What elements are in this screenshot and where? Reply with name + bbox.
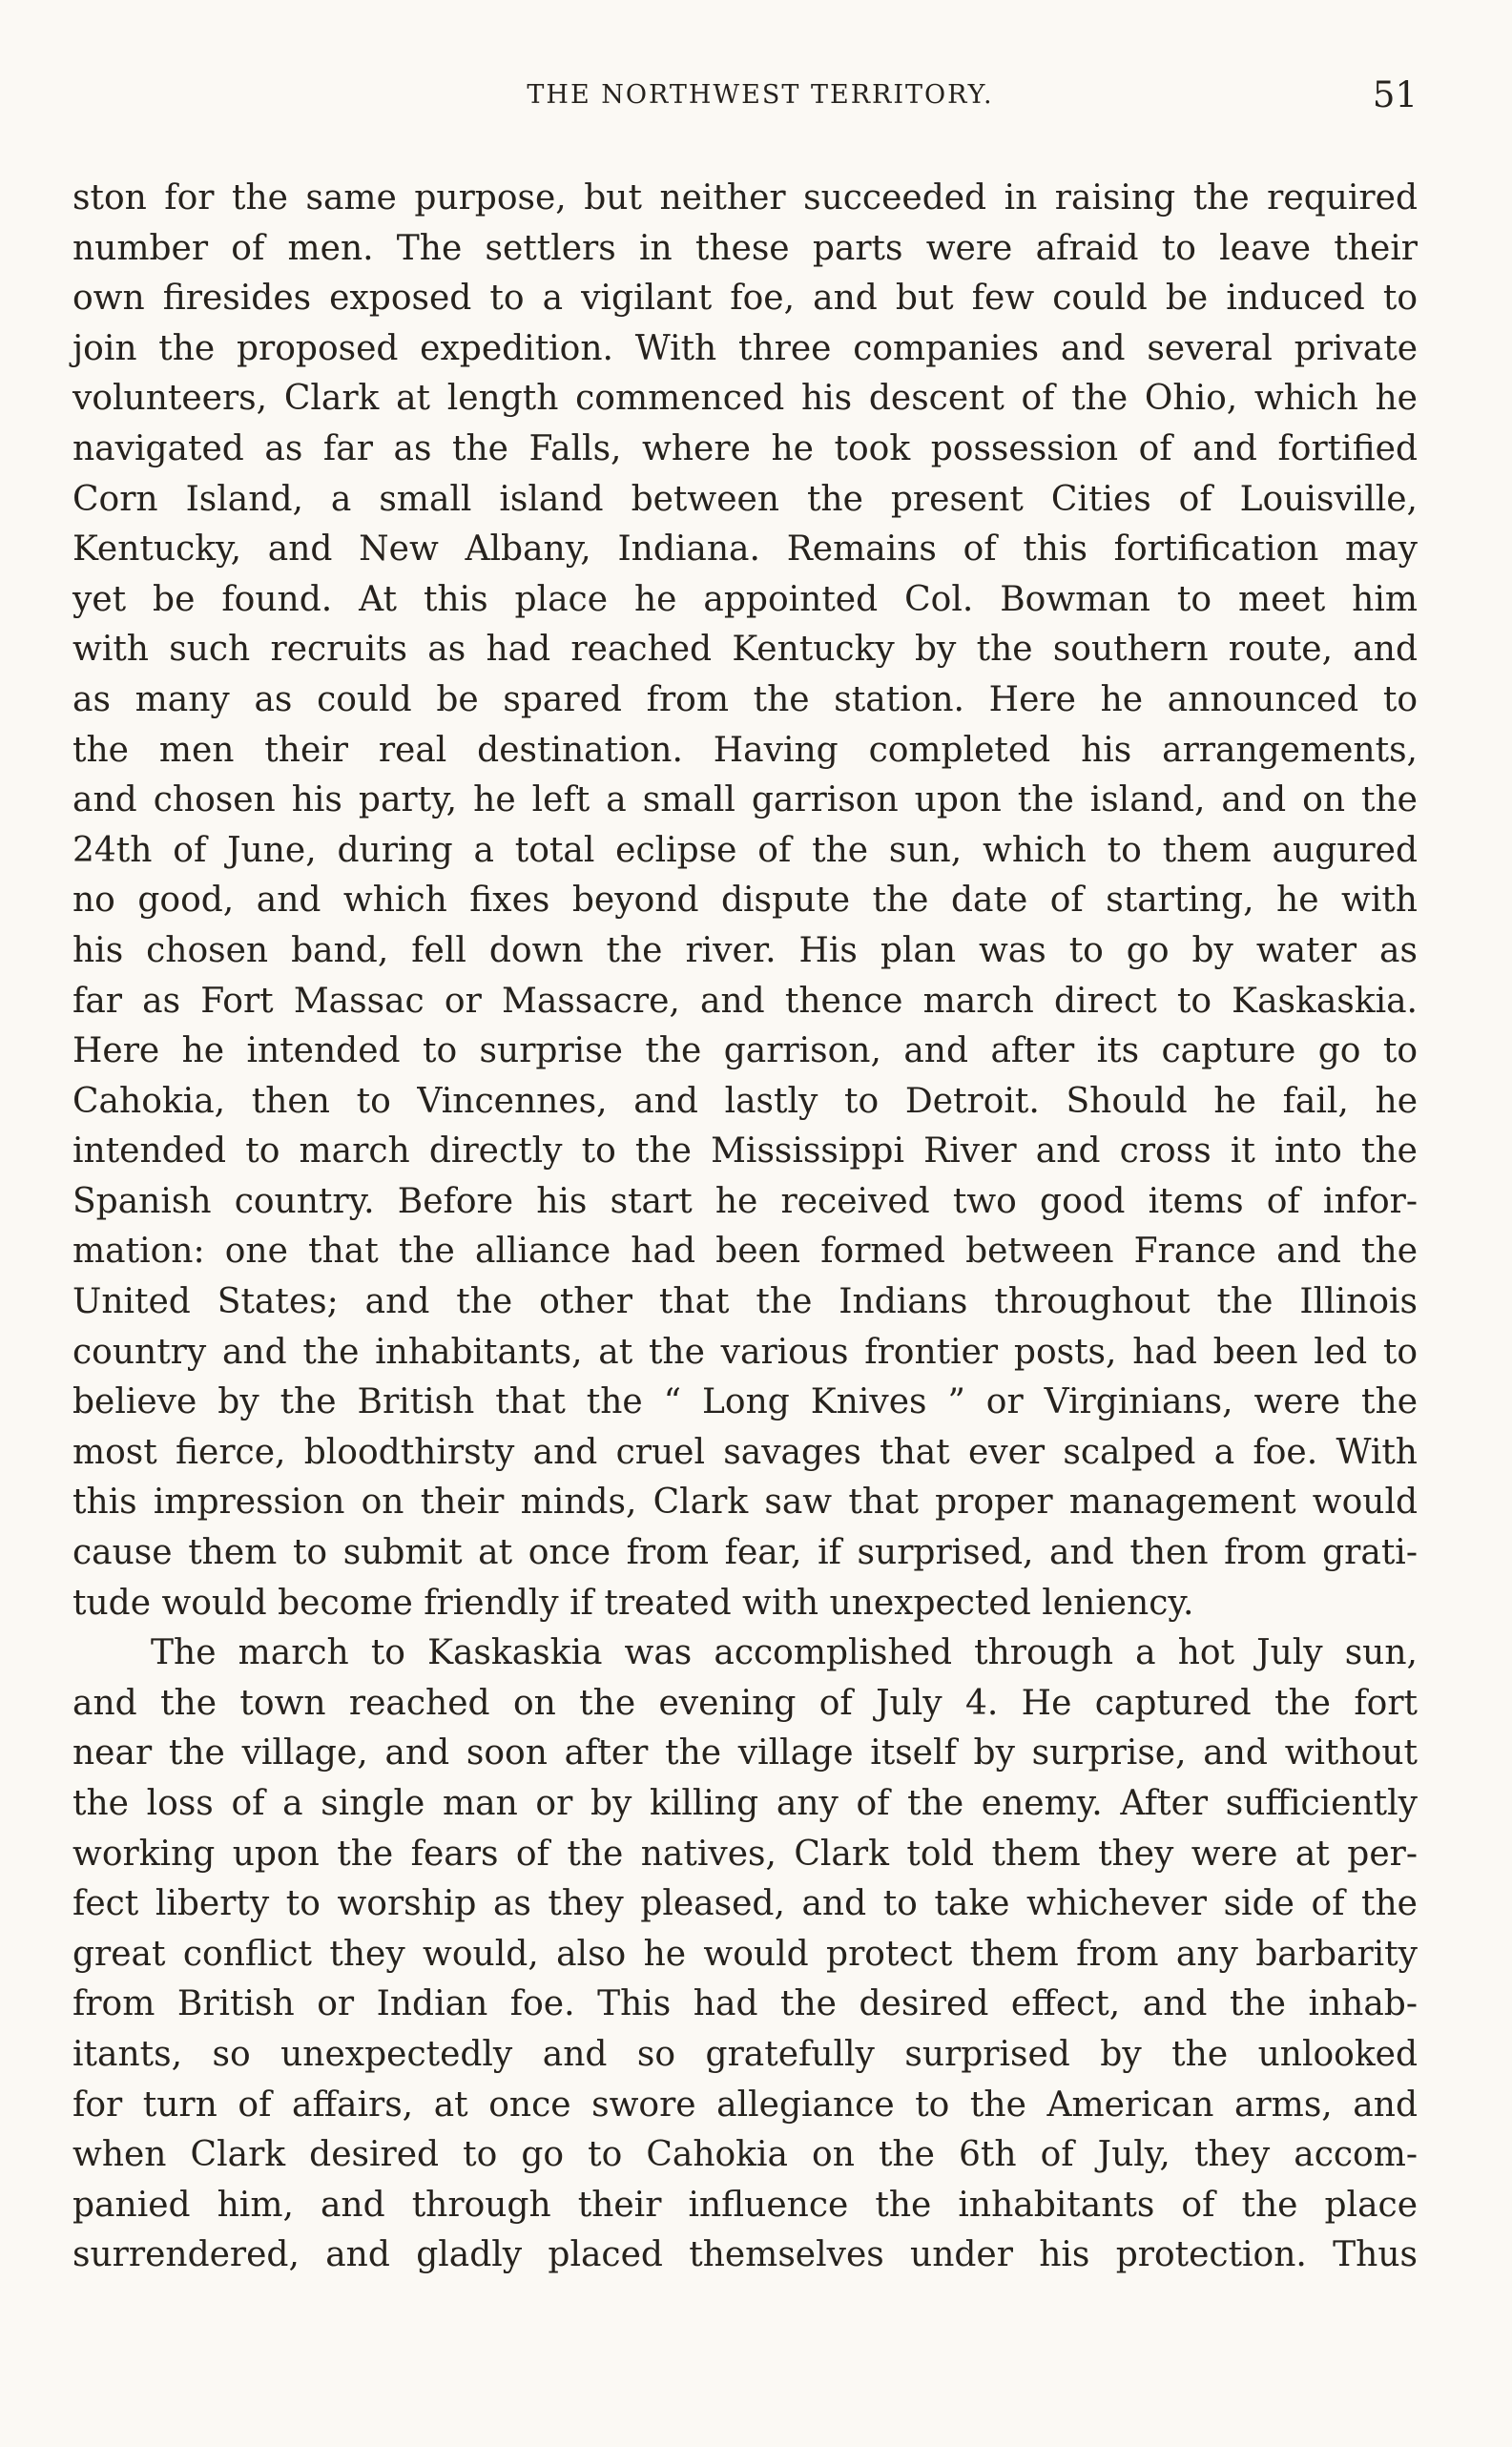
text-line: panied him, and through their influence the inhabitants of the place [72, 2185, 1418, 2225]
text-line: navigated as far as the Falls, where he took possession of and fortified [72, 428, 1418, 468]
text-line: join the proposed expedition. With three companies and several private [72, 328, 1418, 368]
text-line: with such recruits as had reached Kentucky by the southern route, and [72, 630, 1418, 670]
text-line: the loss of a single man or by killing any of the enemy. After sufficiently [72, 1784, 1418, 1823]
text-line: mation: one that the alliance had been formed between France and the [72, 1232, 1418, 1272]
text-line: his chosen band, fell down the river. His plan was to go by water as [72, 930, 1418, 970]
text-line: own firesides exposed to a vigilant foe, and but few could be induced to [72, 279, 1418, 319]
body-text [72, 174, 1418, 2281]
text-line: tude would become friendly if treated with unexpected leniency. [72, 1583, 1194, 1623]
text-line: Corn Island, a small island between the present Cities of Louisville, [72, 479, 1418, 519]
text-line: great conflict they would, also he would protect them from any barbarity [72, 1934, 1418, 1974]
text-line: Spanish country. Before his start he received two good items of infor- [72, 1181, 1418, 1221]
book-page [72, 67, 1418, 2414]
text-line: the men their real destination. Having completed his arrangements, [72, 730, 1418, 770]
text-line: believe by the British that the “ Long Knives ” or Virginians, were the [72, 1382, 1418, 1422]
text-line: this impression on their minds, Clark saw that proper management would [72, 1483, 1418, 1523]
text-line: Kentucky, and New Albany, Indiana. Remains of this fortification may [72, 529, 1418, 570]
text-line: when Clark desired to go to Cahokia on the 6th of July, they accom- [72, 2135, 1418, 2175]
text-line: yet be found. At this place he appointed Col. Bowman to meet him [72, 579, 1418, 619]
text-line: intended to march directly to the Mississippi River and cross it into the [72, 1131, 1418, 1172]
text-line: from British or Indian foe. This had the desired effect, and the inhab- [72, 1984, 1418, 2024]
text-line: for turn of affairs, at once swore allegiance to the American arms, and [72, 2084, 1418, 2125]
text-line: cause them to submit at once from fear, if surprised, and then from grati- [72, 1533, 1418, 1573]
text-line: ston for the same purpose, but neither succeeded in raising the required [72, 178, 1418, 218]
text-line: volunteers, Clark at length commenced his descent of the Ohio, which he [72, 379, 1418, 419]
text-line: itants, so unexpectedly and so gratefully surprised by the unlooked [72, 2034, 1418, 2074]
text-line: fect liberty to worship as they pleased, and to take whichever side of the [72, 1884, 1418, 1924]
text-line: surrendered, and gladly placed themselves under his protection. Thus [72, 2235, 1418, 2275]
text-line: and chosen his party, he left a small garrison upon the island, and on the [72, 780, 1418, 820]
text-line: United States; and the other that the Indians throughout the Illinois [72, 1282, 1418, 1322]
text-line: 24th of June, during a total eclipse of the sun, which to them augured [72, 830, 1418, 870]
text-line: near the village, and soon after the village itself by surprise, and without [72, 1733, 1418, 1773]
text-line: far as Fort Massac or Massacre, and thence march direct to Kaskaskia. [72, 981, 1418, 1021]
text-line: Here he intended to surprise the garrison, and after its capture go to [72, 1031, 1418, 1071]
text-line: and the town reached on the evening of July 4. He captured the fort [72, 1683, 1418, 1723]
running-title: THE NORTHWEST TERRITORY. [527, 80, 994, 110]
text-line: The march to Kaskaskia was accomplished through a hot July sun, [151, 1633, 1418, 1673]
page-number: 51 [1372, 74, 1418, 115]
text-line: number of men. The settlers in these parts were afraid to leave their [72, 228, 1418, 268]
running-header [72, 67, 1418, 124]
text-line: Cahokia, then to Vincennes, and lastly to Detroit. Should he fail, he [72, 1081, 1418, 1121]
text-line: country and the inhabitants, at the various frontier posts, had been led to [72, 1332, 1418, 1372]
text-line: as many as could be spared from the station. Here he announced to [72, 679, 1418, 719]
text-line: no good, and which fixes beyond dispute the date of starting, he with [72, 881, 1418, 921]
text-line: most fierce, bloodthirsty and cruel savages that ever scalped a foe. With [72, 1432, 1418, 1472]
text-line: working upon the fears of the natives, Clark told them they were at per- [72, 1834, 1418, 1874]
